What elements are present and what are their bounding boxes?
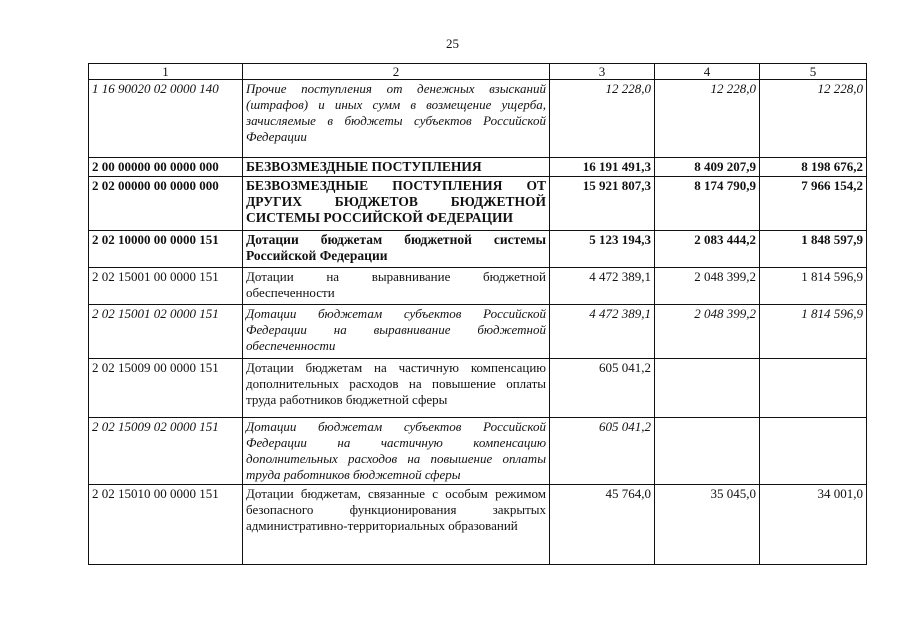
row-name: Дотации бюджетам, связанные с особым режимом безопасного функционирования закрытых административно-территориальных образований	[243, 485, 550, 565]
row-value-col-5: 1 848 597,9	[760, 231, 867, 268]
row-code: 1 16 90020 02 0000 140	[89, 80, 243, 158]
row-value-col-5: 1 814 596,9	[760, 305, 867, 359]
table-row	[89, 418, 867, 485]
row-code: 2 02 15009 00 0000 151	[89, 359, 243, 418]
row-value-col-3: 45 764,0	[550, 485, 655, 565]
row-name: Дотации на выравнивание бюджетной обеспеченности	[243, 268, 550, 305]
row-name: БЕЗВОЗМЕЗДНЫЕ ПОСТУПЛЕНИЯ ОТ ДРУГИХ БЮДЖЕТОВ БЮДЖЕТНОЙ СИСТЕМЫ РОССИЙСКОЙ ФЕДЕРАЦИИ	[243, 177, 550, 231]
row-name: Дотации бюджетам на частичную компенсацию дополнительных расходов на повышение оплаты труда работников бюджетной сферы	[243, 359, 550, 418]
header-col-2: 2	[243, 64, 550, 80]
row-value-col-4: 12 228,0	[655, 80, 760, 158]
row-value-col-5	[760, 418, 867, 485]
row-value-col-3: 12 228,0	[550, 80, 655, 158]
row-code: 2 02 00000 00 0000 000	[89, 177, 243, 231]
row-name: Прочие поступления от денежных взысканий (штрафов) и иных сумм в возмещение ущерба, зачисляемые в бюджеты субъектов Российской Федерации	[243, 80, 550, 158]
table-row	[89, 359, 867, 418]
row-value-col-3: 605 041,2	[550, 418, 655, 485]
row-value-col-4: 2 083 444,2	[655, 231, 760, 268]
table-row	[89, 268, 867, 305]
header-col-5: 5	[760, 64, 867, 80]
row-name: Дотации бюджетам субъектов Российской Федерации на выравнивание бюджетной обеспеченности	[243, 305, 550, 359]
row-name: Дотации бюджетам бюджетной системы Российской Федерации	[243, 231, 550, 268]
row-value-col-4: 35 045,0	[655, 485, 760, 565]
row-value-col-3: 15 921 807,3	[550, 177, 655, 231]
table-row	[89, 305, 867, 359]
row-value-col-5: 8 198 676,2	[760, 158, 867, 177]
row-code: 2 02 15010 00 0000 151	[89, 485, 243, 565]
table-row	[89, 80, 867, 158]
row-code: 2 02 15001 00 0000 151	[89, 268, 243, 305]
row-value-col-4: 2 048 399,2	[655, 305, 760, 359]
table-row	[89, 485, 867, 565]
row-code: 2 02 10000 00 0000 151	[89, 231, 243, 268]
row-value-col-4: 2 048 399,2	[655, 268, 760, 305]
table-row	[89, 231, 867, 268]
row-value-col-5: 7 966 154,2	[760, 177, 867, 231]
page-number: 25	[446, 36, 459, 51]
row-value-col-4: 8 174 790,9	[655, 177, 760, 231]
budget-table	[88, 63, 867, 565]
row-name: Дотации бюджетам субъектов Российской Федерации на частичную компенсацию дополнительных расходов на повышение оплаты труда работников бюджетной сферы	[243, 418, 550, 485]
header-col-1: 1	[89, 64, 243, 80]
row-value-col-5: 34 001,0	[760, 485, 867, 565]
row-value-col-4: 8 409 207,9	[655, 158, 760, 177]
header-col-3: 3	[550, 64, 655, 80]
header-col-4: 4	[655, 64, 760, 80]
row-value-col-4	[655, 359, 760, 418]
table-row	[89, 158, 867, 177]
row-name: БЕЗВОЗМЕЗДНЫЕ ПОСТУПЛЕНИЯ	[243, 158, 550, 177]
row-value-col-3: 4 472 389,1	[550, 305, 655, 359]
row-value-col-4	[655, 418, 760, 485]
row-value-col-3: 4 472 389,1	[550, 268, 655, 305]
row-value-col-3: 16 191 491,3	[550, 158, 655, 177]
header-row	[89, 64, 867, 80]
row-value-col-3: 5 123 194,3	[550, 231, 655, 268]
row-value-col-3: 605 041,2	[550, 359, 655, 418]
row-value-col-5: 12 228,0	[760, 80, 867, 158]
table-body	[89, 80, 867, 565]
row-code: 2 02 15001 02 0000 151	[89, 305, 243, 359]
row-value-col-5	[760, 359, 867, 418]
row-value-col-5: 1 814 596,9	[760, 268, 867, 305]
row-code: 2 00 00000 00 0000 000	[89, 158, 243, 177]
table-row	[89, 177, 867, 231]
row-code: 2 02 15009 02 0000 151	[89, 418, 243, 485]
